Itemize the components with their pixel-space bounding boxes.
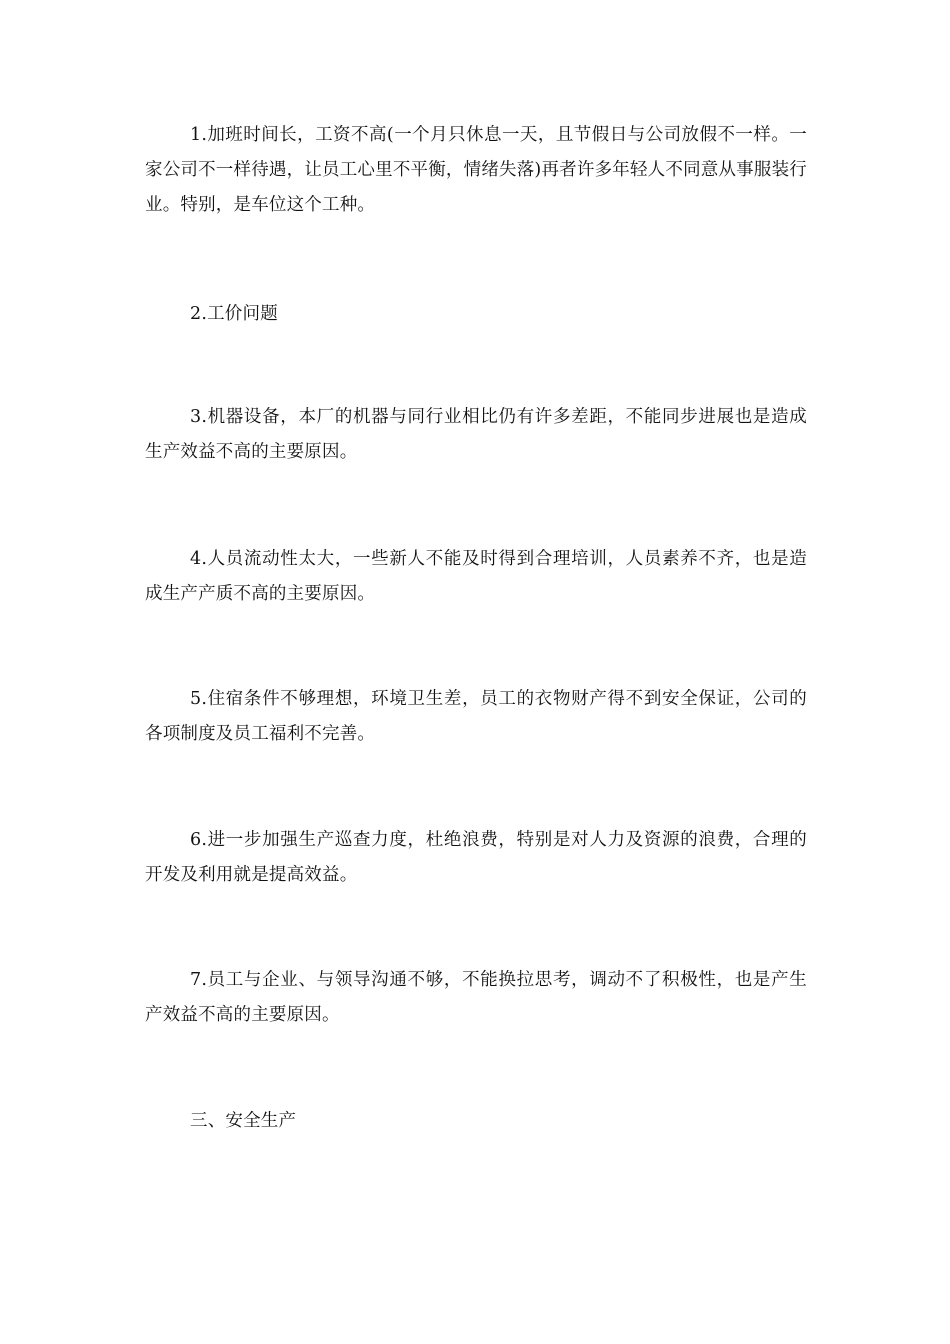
paragraph-5: 5.住宿条件不够理想，环境卫生差，员工的衣物财产得不到安全保证，公司的各项制度及员工福利不完善。 <box>145 689 807 744</box>
paragraph-6: 6.进一步加强生产巡查力度，杜绝浪费，特别是对人力及资源的浪费，合理的开发及利用就是提高效益。 <box>145 830 807 885</box>
paragraph-1: 1.加班时间长，工资不高(一个月只休息一天，且节假日与公司放假不一样。一家公司不一样待遇，让员工心里不平衡，情绪失落)再者许多年轻人不同意从事服装行业。特别，是车位这个工种。 <box>145 125 807 215</box>
paragraph-3: 3.机器设备，本厂的机器与同行业相比仍有许多差距，不能同步进展也是造成生产效益不高的主要原因。 <box>145 407 807 462</box>
paragraph-4: 4.人员流动性太大，一些新人不能及时得到合理培训，人员素养不齐，也是造成生产产质不高的主要原因。 <box>145 549 807 604</box>
paragraph-2: 2.工价问题 <box>190 304 278 324</box>
section-heading: 三、安全生产 <box>190 1111 297 1131</box>
paragraph-7: 7.员工与企业、与领导沟通不够，不能换拉思考，调动不了积极性，也是产生产效益不高的主要原因。 <box>145 970 807 1025</box>
